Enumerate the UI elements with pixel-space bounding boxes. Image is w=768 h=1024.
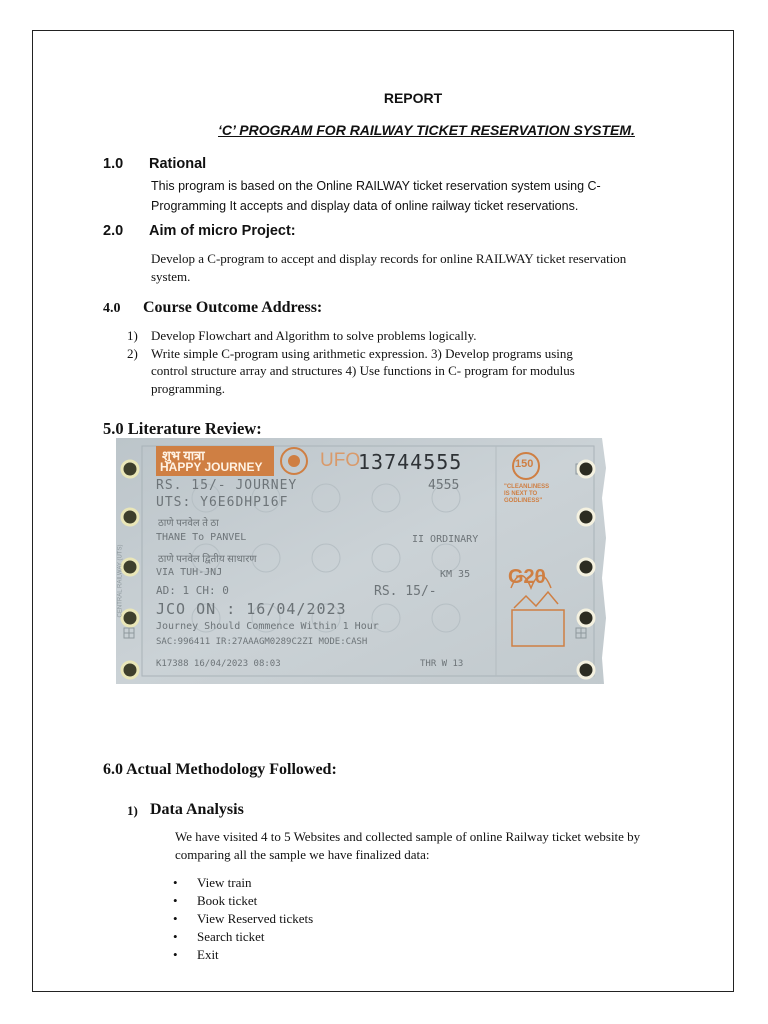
section-heading-literature: 5.0 Literature Review: [103, 419, 262, 438]
ticket-route: THANE To PANVEL [156, 532, 247, 543]
ticket-banner-text: HAPPY JOURNEY [160, 460, 263, 474]
data-analysis-paragraph: We have visited 4 to 5 Websites and collected sample of online Railway ticket website by comparing all the sample we have finalized data: [175, 829, 641, 862]
subsection-heading-data-analysis: Data Analysis [150, 801, 244, 818]
ticket-cleanliness-slogan [504, 484, 549, 505]
ticket-km: KM 35 [440, 569, 471, 580]
list-item: • Exit [173, 946, 313, 964]
ticket-passengers: AD: 1 CH: 0 [156, 584, 229, 597]
subsection-number: 1) [127, 803, 138, 818]
section-heading-aim: Aim of micro Project: [149, 223, 296, 239]
railway-ticket-photo [116, 438, 620, 684]
ticket-prefix: UFO [320, 450, 361, 471]
ticket-g20-logo: G20 [508, 566, 546, 588]
ticket-number: 13744555 [358, 450, 463, 474]
section-number-outcome: 4.0 [103, 301, 121, 316]
list-item: • Book ticket [173, 892, 313, 910]
list-item: • Search ticket [173, 928, 313, 946]
rational-paragraph: This program is based on the Online RAILWAY ticket reservation system using C-Programming It accepts and display data of online railway ticket reservations. [151, 179, 601, 213]
report-title: REPORT [383, 90, 443, 106]
list-item: • View train [173, 874, 313, 892]
section-heading-methodology: 6.0 Actual Methodology Followed: [103, 761, 337, 778]
ticket-rs: RS. 15/- [374, 584, 437, 599]
ticket-fare-line: RS. 15/- JOURNEY [156, 478, 298, 493]
ticket-side-text: CENTRAL RAILWAY (UTS) [117, 544, 124, 618]
ticket-fare-code: 4555 [428, 478, 460, 493]
slogan-line: IS NEXT TO [504, 491, 538, 497]
slogan-line: GODLINESS" [504, 498, 543, 504]
section-number-aim: 2.0 [103, 223, 124, 239]
ticket-sac-line: SAC:996411 IR:27AAAGM0289C2ZI MODE:CASH [156, 637, 368, 647]
ticket-journey-note: Journey Should Commence Within 1 Hour [156, 621, 379, 632]
section-number-rational: 1.0 [103, 156, 124, 172]
outcome-item [127, 345, 577, 398]
ticket-footer-left: K17388 16/04/2023 08:03 [156, 659, 281, 669]
section-heading-outcome: Course Outcome Address: [143, 299, 323, 316]
outcome-item-number: 1) [127, 328, 138, 343]
ticket-via: VIA TUH-JNJ [156, 567, 223, 578]
ticket-hindi-class: ठाणे पनवेल द्वितीय साधारण [158, 554, 257, 565]
outcome-item [127, 327, 577, 345]
ticket-date: JCO ON : 16/04/2023 [156, 600, 347, 618]
aim-paragraph: Develop a C-program to accept and display records for online RAILWAY ticket reservation system. [151, 251, 627, 284]
outcome-item-text: Write simple C-program using arithmetic expression. 3) Develop programs using control structure array and structures 4) Use functions in C- program for modulus programming. [151, 345, 575, 396]
slogan-line: "CLEANLINESS [504, 484, 550, 490]
section-heading-rational: Rational [149, 156, 207, 172]
outcome-item-number: 2) [127, 345, 138, 361]
ticket-uts-line: UTS: Y6E6DHP16F [156, 495, 289, 510]
ticket-hindi-banner: शुभ यात्रा [162, 448, 205, 463]
report-subtitle: ‘C’ PROGRAM FOR RAILWAY TICKET RESERVATION SYSTEM. [218, 122, 635, 138]
outcome-item-text: Develop Flowchart and Algorithm to solve problems logically. [151, 328, 477, 343]
outcome-list [127, 327, 577, 397]
list-item: • View Reserved tickets [173, 910, 313, 928]
ticket-footer-right: THR W 13 [420, 659, 464, 669]
ticket-class: II ORDINARY [412, 534, 479, 545]
ticket-logo-150: 150 [515, 458, 534, 470]
data-analysis-list [173, 874, 313, 964]
ticket-hindi-route: ठाणे पनवेल ते ठा [158, 518, 219, 529]
